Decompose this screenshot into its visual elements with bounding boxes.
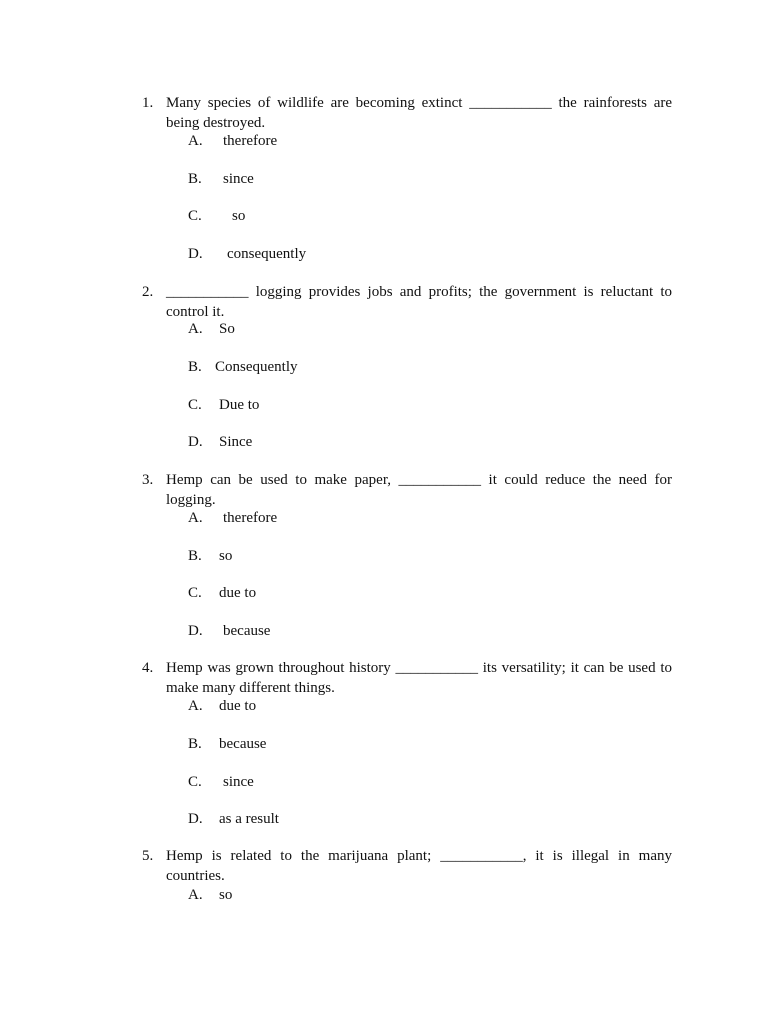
option-2d (188, 433, 252, 452)
option-2b (188, 358, 298, 377)
option-letter: A. (188, 133, 203, 149)
option-2c (188, 396, 259, 415)
question-1 (142, 94, 672, 133)
question-3 (142, 471, 672, 510)
question-text: Many species of wildlife are becoming extinct ___________ the rainforests are being destroyed. (166, 95, 672, 131)
question-text: Hemp is related to the marijuana plant; ___________, it is illegal in many countries. (166, 848, 672, 884)
option-letter: D. (188, 811, 203, 827)
option-text: so (219, 548, 233, 564)
question-number: 4. (142, 660, 154, 676)
option-1c (188, 207, 245, 226)
question-text: ___________ logging provides jobs and profits; the government is reluctant to control it. (166, 284, 672, 320)
option-text: Consequently (215, 359, 298, 375)
option-text: as a result (219, 811, 279, 827)
option-1a (188, 132, 277, 151)
option-text: since (223, 774, 254, 790)
option-letter: C. (188, 774, 202, 790)
option-4d (188, 810, 279, 829)
option-text: so (219, 887, 233, 903)
question-2 (142, 283, 672, 322)
option-4a (188, 697, 256, 716)
option-letter: D. (188, 434, 203, 450)
option-text: consequently (227, 246, 307, 262)
option-letter: A. (188, 510, 203, 526)
option-letter: A. (188, 698, 203, 714)
option-4c (188, 773, 254, 792)
option-letter: A. (188, 321, 203, 337)
question-number: 5. (142, 848, 154, 864)
option-text: due to (219, 585, 257, 601)
option-5a (188, 886, 232, 905)
option-text: therefore (223, 510, 278, 526)
option-letter: C. (188, 397, 202, 413)
option-letter: D. (188, 623, 203, 639)
question-number: 2. (142, 284, 154, 300)
option-1d (188, 245, 306, 264)
question-text: Hemp was grown throughout history ___________ its versatility; it can be used to make many different things. (166, 660, 672, 696)
option-text: So (219, 321, 235, 337)
option-3c (188, 584, 256, 603)
question-5 (142, 847, 672, 886)
option-text: Due to (219, 397, 260, 413)
option-text: due to (219, 698, 257, 714)
option-text: Since (219, 434, 253, 450)
question-4 (142, 659, 672, 698)
option-letter: B. (188, 736, 202, 752)
option-text: therefore (223, 133, 278, 149)
option-letter: B. (188, 171, 202, 187)
option-text: since (223, 171, 254, 187)
option-letter: B. (188, 359, 202, 375)
option-letter: C. (188, 208, 202, 224)
option-4b (188, 735, 266, 754)
option-letter: D. (188, 246, 203, 262)
question-text: Hemp can be used to make paper, ___________ it could reduce the need for logging. (166, 472, 672, 508)
option-3b (188, 547, 232, 566)
option-letter: A. (188, 887, 203, 903)
option-3d (188, 622, 270, 641)
option-1b (188, 170, 254, 189)
option-text: because (223, 623, 271, 639)
question-number: 3. (142, 472, 154, 488)
option-letter: C. (188, 585, 202, 601)
option-text: because (219, 736, 267, 752)
option-3a (188, 509, 277, 528)
option-letter: B. (188, 548, 202, 564)
option-2a (188, 320, 235, 339)
question-number: 1. (142, 95, 154, 111)
option-text: so (232, 208, 246, 224)
